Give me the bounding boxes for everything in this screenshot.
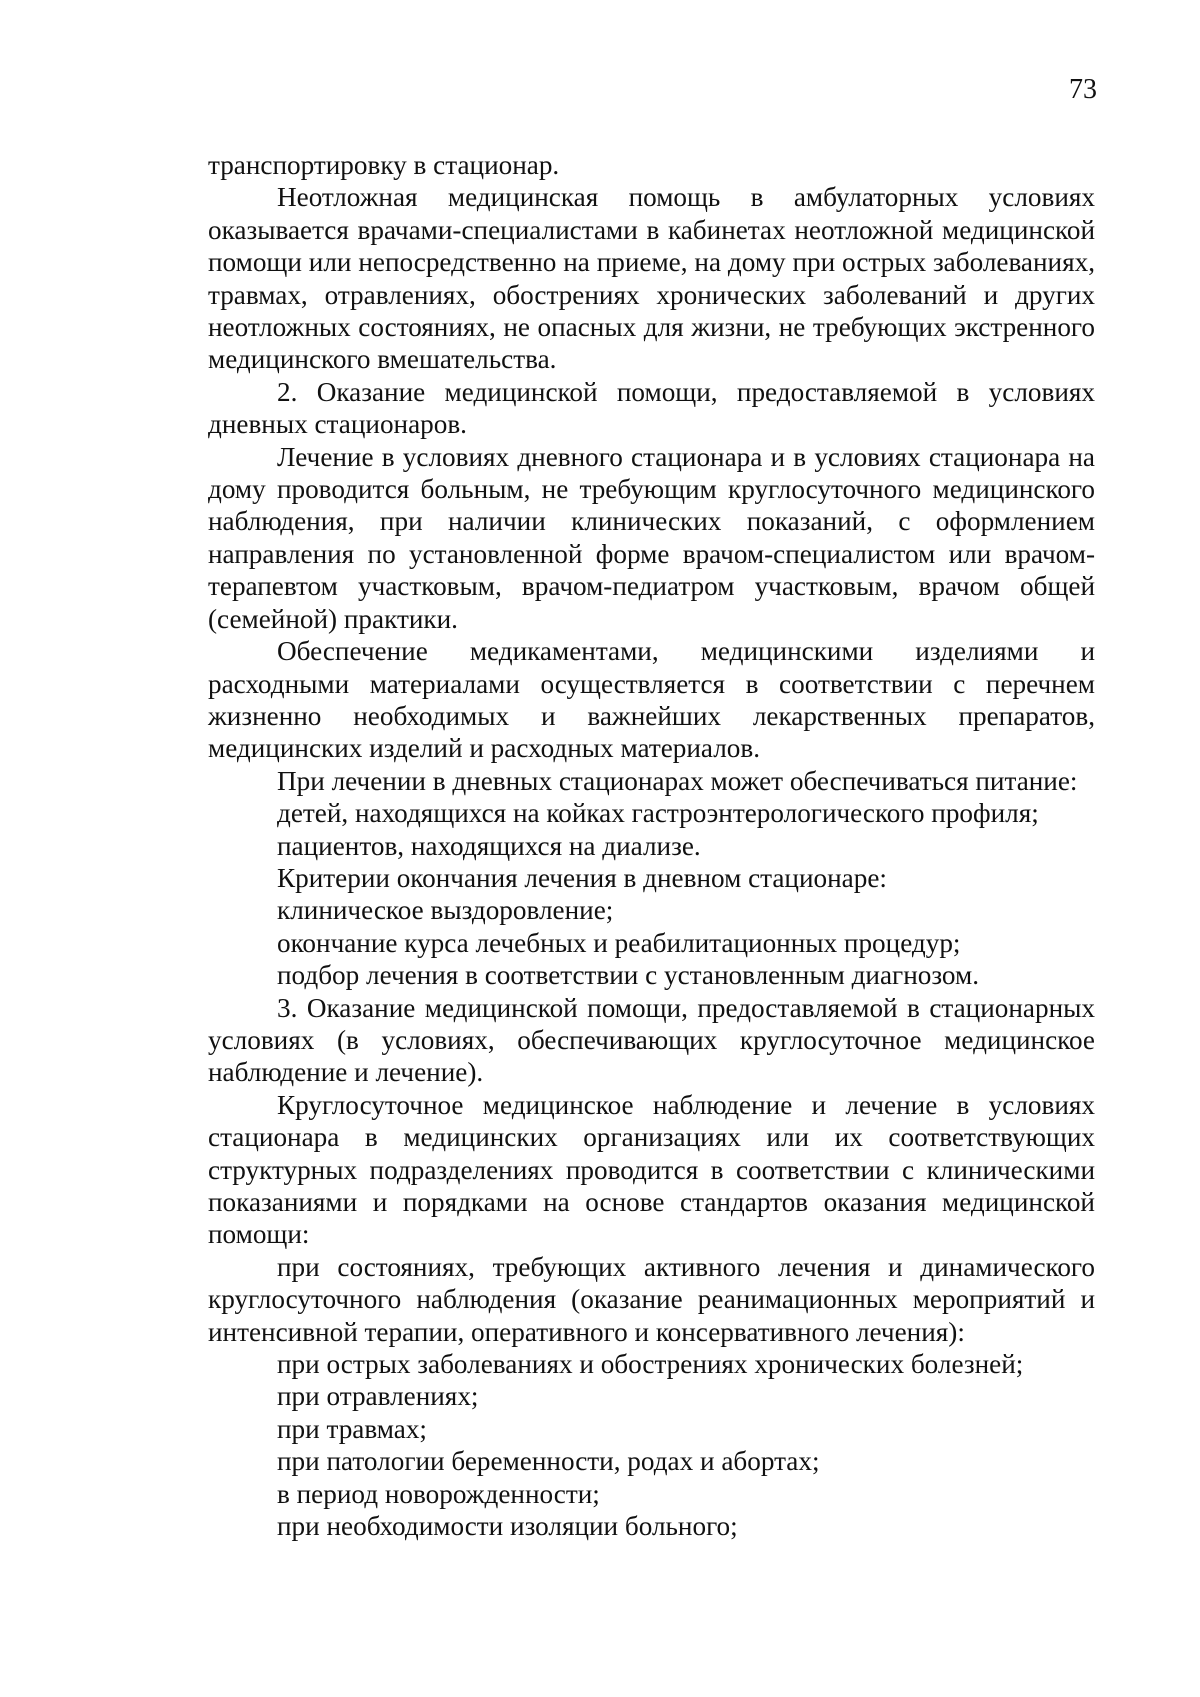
list-item: при необходимости изоляции больного; <box>277 1511 738 1542</box>
paragraph-active-treatment: при состояниях, требующих активного лечения и динамического круглосуточного наблюдения (оказание реанимационных мероприятий и интенсивной терапии, оперативного и консервативного лечения): <box>208 1251 1095 1347</box>
body-text <box>208 149 1095 1542</box>
list-item: подбор лечения в соответствии с установленным диагнозом. <box>277 960 979 991</box>
list-item: детей, находящихся на койках гастроэнтерологического профиля; <box>277 798 1039 829</box>
page-number: 73 <box>1069 74 1097 105</box>
paragraph-nutrition: При лечении в дневных стационарах может обеспечиваться питание: <box>277 765 1078 796</box>
list-item: окончание курса лечебных и реабилитационных процедур; <box>277 927 961 958</box>
paragraph-emergency-care: Неотложная медицинская помощь в амбулаторных условиях оказывается врачами-специалистами в кабинетах неотложной медицинской помощи или непосредственно на приеме, на дому при острых заболеваниях, травмах, отравлениях, обострениях хронических заболеваний и других неотложных состояниях, не опасных для жизни, не требующих экстренного медицинского вмешательства. <box>208 182 1095 375</box>
paragraph-continuation: транспортировку в стационар. <box>208 150 560 180</box>
paragraph-day-hospital-treatment: Лечение в условиях дневного стационара и в условиях стационара на дому проводится больным, не требующим круглосуточного медицинского наблюдения, при наличии клинических показаний, с оформлением направления по установленной форме врачом-специалистом или врачом-терапевтом участковым, врачом-педиатром участковым, врачом общей (семейной) практики. <box>208 441 1095 634</box>
list-item: в период новорожденности; <box>277 1478 600 1509</box>
list-item: клиническое выздоровление; <box>277 895 614 926</box>
paragraph-medication-supply: Обеспечение медикаментами, медицинскими изделиями и расходными материалами осуществляется в соответствии с перечнем жизненно необходимых и важнейших лекарственных препаратов, медицинских изделий и расходных материалов. <box>208 636 1095 764</box>
list-item: при острых заболеваниях и обострениях хронических болезней; <box>277 1349 1024 1380</box>
paragraph-round-the-clock-care: Круглосуточное медицинское наблюдение и лечение в условиях стационара в медицинских организациях или их соответствующих структурных подразделениях проводится в соответствии с клиническими показаниями и порядками на основе стандартов оказания медицинской помощи: <box>208 1089 1095 1250</box>
paragraph-completion-criteria: Критерии окончания лечения в дневном стационаре: <box>277 862 887 893</box>
list-item: при отравлениях; <box>277 1381 479 1412</box>
list-item: при патологии беременности, родах и абортах; <box>277 1446 820 1477</box>
section-heading-inpatient: 3. Оказание медицинской помощи, предоставляемой в стационарных условиях (в условиях, обеспечивающих круглосуточное медицинское наблюдение и лечение). <box>208 992 1095 1088</box>
list-item: пациентов, находящихся на диализе. <box>277 830 701 861</box>
section-heading-day-hospital: 2. Оказание медицинской помощи, предоставляемой в условиях дневных стационаров. <box>208 376 1095 440</box>
list-item: при травмах; <box>277 1413 427 1444</box>
